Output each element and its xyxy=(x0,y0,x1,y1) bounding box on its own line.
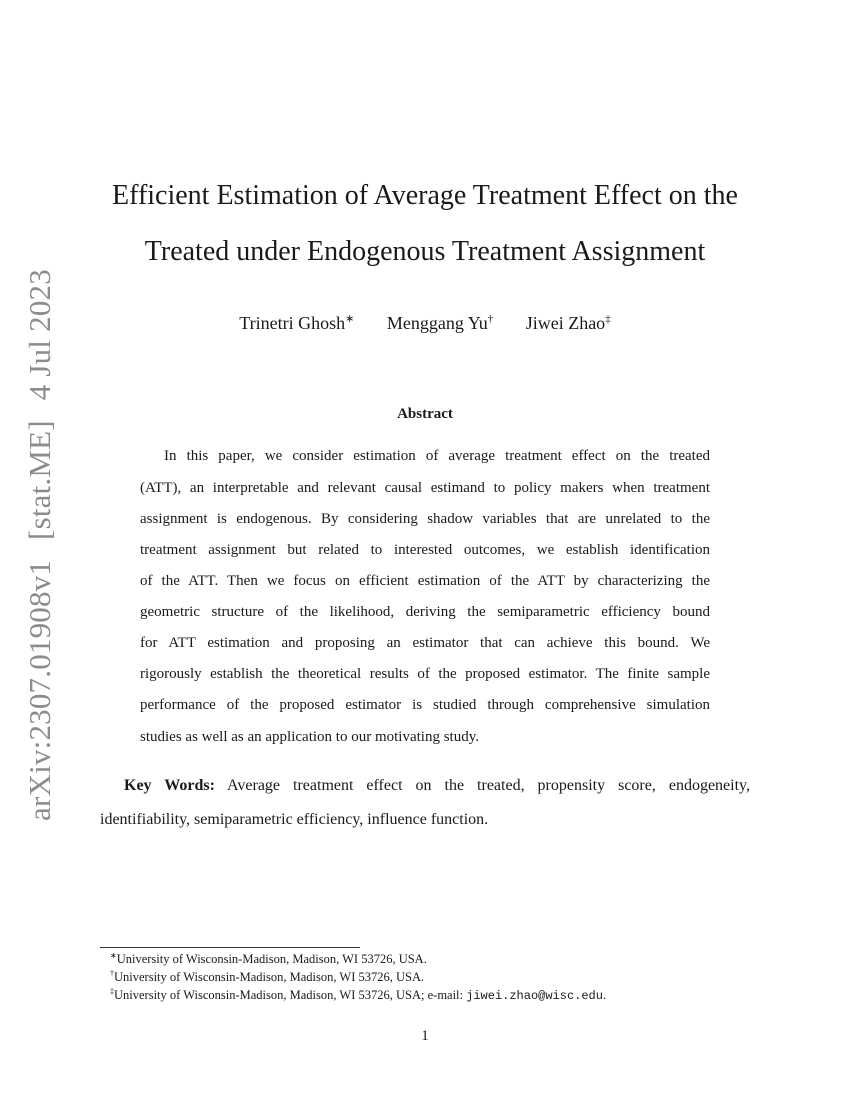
keywords-text: Average treatment effect on the treated, propensity score, endogeneity, xyxy=(227,777,750,794)
abstract-line: treatment assignment but related to interested outcomes, we establish identification xyxy=(140,542,710,558)
author xyxy=(239,313,354,333)
abstract-line: for ATT estimation and proposing an estimator that can achieve this bound. We xyxy=(140,635,710,651)
keywords-line-1 xyxy=(100,777,750,795)
arxiv-date: 4 Jul 2023 xyxy=(22,269,57,401)
author-name: Trinetri Ghosh xyxy=(239,313,346,333)
footnote xyxy=(110,969,424,985)
author xyxy=(526,313,611,333)
abstract-line: studies as well as an application to our motivating study. xyxy=(140,729,479,745)
email-link[interactable]: jiwei.zhao@wisc.edu xyxy=(466,989,603,1004)
abstract-line: assignment is endogenous. By considering shadow variables that are unrelated to the xyxy=(140,511,710,527)
footnote-mark: ‡ xyxy=(110,987,114,996)
footnote-mark: ∗ xyxy=(110,951,117,960)
abstract-line: performance of the proposed estimator is studied through comprehensive simulation xyxy=(140,697,710,713)
footnote xyxy=(110,987,606,1003)
footnote-text: University of Wisconsin-Madison, Madison, WI 53726, USA. xyxy=(114,970,425,985)
author-name: Jiwei Zhao xyxy=(525,313,606,333)
footnote xyxy=(110,951,427,967)
footnote-mark: † xyxy=(110,969,114,978)
abstract-line: (ATT), an interpretable and relevant causal estimand to policy makers when treatment xyxy=(140,480,710,496)
abstract-line: rigorously establish the theoretical results of the proposed estimator. The finite sample xyxy=(140,666,710,682)
page-number: 1 xyxy=(421,1028,429,1044)
footnote-end: . xyxy=(602,988,607,1003)
footnote-text: University of Wisconsin-Madison, Madison, WI 53726, USA; e-mail: xyxy=(114,988,467,1003)
author-footnote-mark: ‡ xyxy=(605,313,611,325)
keywords-label: Key Words: xyxy=(124,777,215,794)
abstract-line: of the ATT. Then we focus on efficient estimation of the ATT by characterizing the xyxy=(140,573,710,589)
author-name: Menggang Yu xyxy=(386,313,488,333)
abstract-heading: Abstract xyxy=(397,406,453,422)
author-footnote-mark: † xyxy=(487,313,494,325)
footnote-text: University of Wisconsin-Madison, Madison, WI 53726, USA. xyxy=(116,952,427,967)
arxiv-category: [stat.ME] xyxy=(22,420,57,540)
author-footnote-mark: ∗ xyxy=(345,313,355,325)
keywords-line-2: identifiability, semiparametric efficiency, influence function. xyxy=(100,811,489,828)
author-list xyxy=(0,312,850,334)
arxiv-id: arXiv:2307.01908v1 xyxy=(22,559,57,821)
abstract-line: geometric structure of the likelihood, deriving the semiparametric efficiency bound xyxy=(140,604,710,620)
arxiv-identifier-stamp xyxy=(22,263,58,827)
paper-title-line-1: Efficient Estimation of Average Treatment Effect on the xyxy=(112,180,738,211)
paper-title-line-2: Treated under Endogenous Treatment Assignment xyxy=(144,236,706,267)
author xyxy=(387,313,493,333)
abstract-line: In this paper, we consider estimation of average treatment effect on the treated xyxy=(164,448,710,464)
footnote-rule xyxy=(100,947,360,948)
